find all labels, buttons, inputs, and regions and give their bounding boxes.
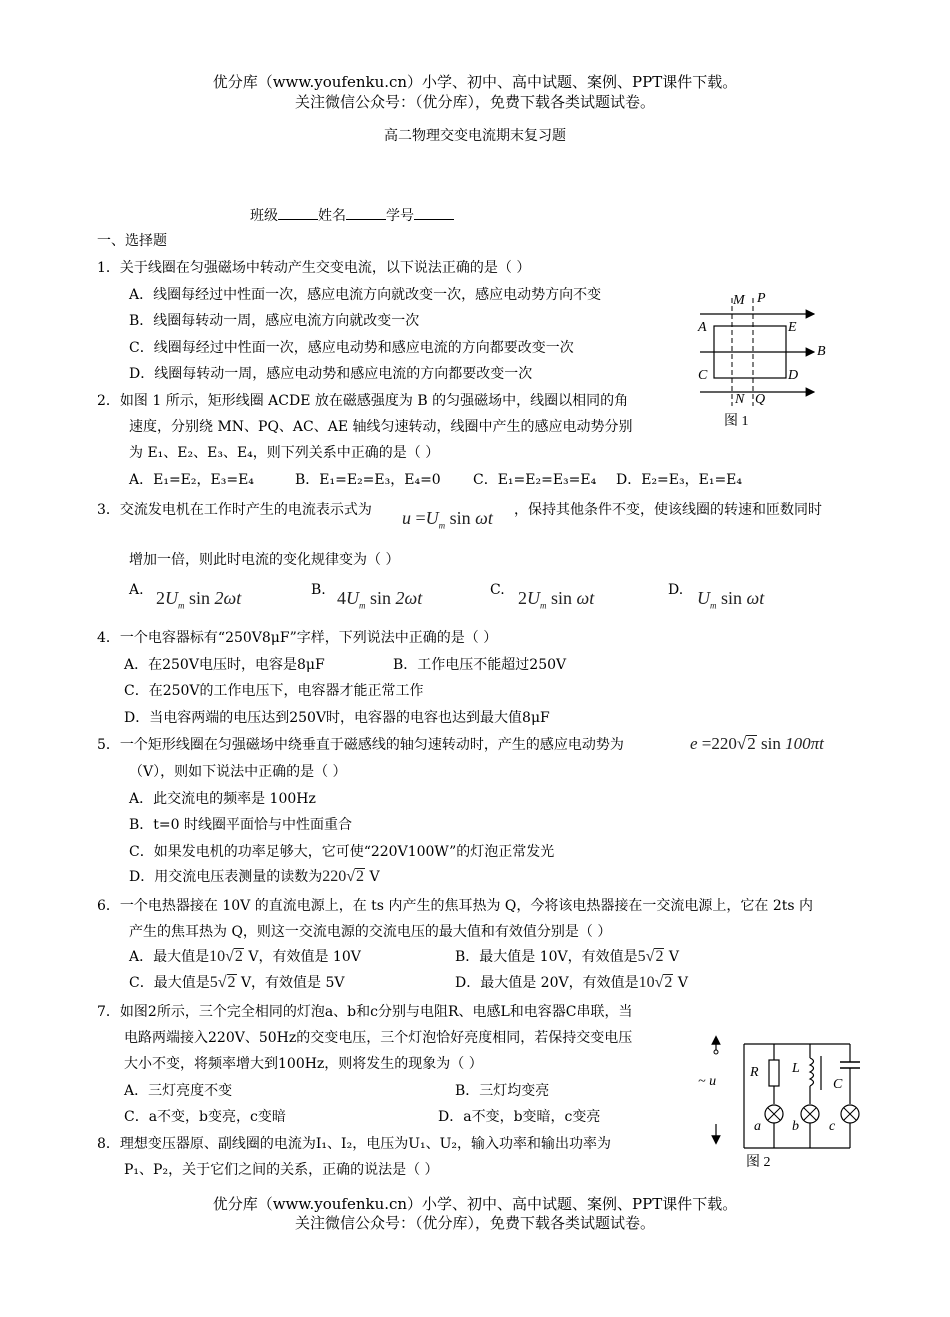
q5-option-a: A．此交流电的频率是 100Hz <box>129 791 316 807</box>
q2-option-d: D．E₂=E₃，E₁=E₄ <box>616 472 743 488</box>
q3-a-coef: 2 <box>156 588 165 608</box>
q3-label-c: C. <box>490 582 505 598</box>
label-r: R <box>750 1065 759 1080</box>
q6-d-post: V <box>673 975 688 991</box>
name-label: 姓名 <box>318 208 346 224</box>
figure-1 <box>690 288 840 438</box>
footer-line-1: 优分库（www.youfenku.cn）小学、初中、高中试题、案例、PPT课件下载。 <box>212 1195 738 1213</box>
class-label: 班级 <box>250 208 278 224</box>
q2-line-2: 速度，分别绕 MN、PQ、AC、AE 轴线匀速转动，线圈中产生的感应电动势分别 <box>129 419 633 435</box>
page-title: 高二物理交变电流期末复习题 <box>384 128 566 144</box>
q2-option-c: C．E₁=E₂=E₃=E₄ <box>473 472 597 488</box>
q6-d-value: 10√2 <box>638 974 673 991</box>
q5-option-c: C．如果发电机的功率足够大，它可使“220V100W”的灯泡正常发光 <box>129 844 555 860</box>
q7-option-a: A．三灯亮度不变 <box>124 1083 233 1099</box>
q6-d-pre: D．最大值是 20V，有效值是 <box>455 975 639 991</box>
q1-option-b: B．线圈每转动一周，感应电流方向就改变一次 <box>129 313 420 329</box>
q6-a-pre: A．最大值是 <box>129 949 210 965</box>
q3-a-sin: sin <box>189 588 211 608</box>
q7-line-1: 7．如图2所示，三个完全相同的灯泡a、b和c分别与电阻R、电感L和电容器C串联，当 <box>97 1004 633 1020</box>
q5-option-b: B．t=0 时线圈平面恰与中性面重合 <box>129 817 353 833</box>
q3-c-U: U <box>527 588 540 608</box>
q3-d-U: U <box>697 588 710 608</box>
q8-line-2: P₁、P₂，关于它们之间的关系，正确的说法是（ ） <box>124 1162 439 1178</box>
q3-post: ，保持其他条件不变，使该线圈的转速和匝数同时 <box>514 502 822 518</box>
q3-c-m: m <box>540 600 547 611</box>
q3-b-arg: 2ωt <box>395 588 423 608</box>
number-label: 学号 <box>386 208 414 224</box>
q3-b-sin: sin <box>370 588 392 608</box>
q5-formula-sin: sin <box>760 734 781 753</box>
q3-option-b-formula <box>337 588 422 611</box>
q2-line-1: 2．如图 1 所示，矩形线圈 ACDE 放在磁感强度为 B 的匀强磁场中，线圈以相同的角 <box>97 393 629 409</box>
label-c-cap: C <box>833 1077 843 1092</box>
q3-a-arg: 2ωt <box>214 588 242 608</box>
header-line-2: 关注微信公众号：（优分库），免费下载各类试题试卷。 <box>294 93 655 111</box>
label-b-lamp: b <box>792 1119 799 1134</box>
q5-formula-e: e <box>690 734 698 753</box>
q6-c-value: 5√2 <box>209 974 236 991</box>
q5-d-value: 220√2 <box>322 868 365 885</box>
q8-line-1: 8．理想变压器原、副线圈的电流为I₁、I₂，电压为U₁、U₂，输入功率和输出功率为 <box>97 1136 612 1152</box>
q4-option-d: D．当电容两端的电压达到250V时，电容器的电容也达到最大值8μF <box>124 710 550 726</box>
q5-line-1: 5．一个矩形线圈在匀强磁场中绕垂直于磁感线的轴匀速转动时，产生的感应电动势为 <box>97 737 624 753</box>
label-n: N <box>735 392 745 407</box>
q3-label-d: D. <box>668 582 684 598</box>
q4-option-a: A．在250V电压时，电容是8μF <box>124 657 325 673</box>
q6-option-c <box>129 973 345 993</box>
name-blank <box>346 205 386 220</box>
q6-a-value: 10√2 <box>209 948 243 965</box>
q2-line-3: 为 E₁、E₂、E₃、E₄，则下列关系中正确的是（ ） <box>129 445 440 461</box>
q3-c-sin: sin <box>551 588 573 608</box>
q3-option-d-formula <box>697 588 764 611</box>
figure-2-caption: 图 2 <box>746 1155 771 1170</box>
q6-b-rad: 2 <box>655 948 664 965</box>
label-l: L <box>792 1061 800 1076</box>
q3-formula-u: u <box>402 508 411 528</box>
q3-a-U: U <box>165 588 178 608</box>
q5-d-pre: D．用交流电压表测量的读数为 <box>129 869 323 885</box>
q6-a-rad: 2 <box>234 948 243 965</box>
q3-c-arg: ωt <box>576 588 595 608</box>
q6-option-d <box>455 973 688 993</box>
q5-d-unit: V <box>365 869 380 885</box>
q5-d-rad: 2 <box>356 868 365 885</box>
q7-option-b: B．三灯均变亮 <box>455 1083 550 1099</box>
student-info <box>250 205 454 226</box>
q5-formula-eq: = <box>701 734 712 753</box>
q7-line-2: 电路两端接入220V、50Hz的交变电压，三个灯泡恰好亮度相同，若保持交变电压 <box>124 1030 633 1046</box>
q6-option-a <box>129 947 361 967</box>
q3-b-coef: 4 <box>337 588 346 608</box>
label-b: B <box>817 344 826 359</box>
q3-b-U: U <box>346 588 359 608</box>
figure-2 <box>690 1030 870 1170</box>
q6-b-val: 5 <box>637 948 646 965</box>
label-m: M <box>733 293 745 308</box>
q3-option-a-formula <box>156 588 241 611</box>
q5-formula-coef: 220 <box>711 734 737 753</box>
label-p: P <box>757 291 766 306</box>
q3-label-b: B. <box>311 582 326 598</box>
q4-option-c: C．在250V的工作电压下，电容器才能正常工作 <box>124 683 424 699</box>
header-line-1: 优分库（www.youfenku.cn）小学、初中、高中试题、案例、PPT课件下载。 <box>212 73 738 91</box>
q6-option-b <box>455 947 679 967</box>
label-a: A <box>698 320 707 335</box>
q5-formula <box>690 734 824 754</box>
q1-stem: 1．关于线圈在匀强磁场中转动产生交变电流，以下说法正确的是（ ） <box>97 260 531 276</box>
q1-option-c: C．线圈每经过中性面一次，感应电动势和感应电流的方向都要改变一次 <box>129 340 574 356</box>
inductor-coil <box>810 1058 814 1086</box>
footer-line-2: 关注微信公众号：（优分库），免费下载各类试题试卷。 <box>294 1214 655 1232</box>
q6-c-post: V，有效值是 5V <box>236 975 345 991</box>
q6-line-1: 6．一个电热器接在 10V 的直流电源上，在 ts 内产生的焦耳热为 Q，今将该电热器接在一交流电源上，它在 2ts 内 <box>97 898 813 914</box>
source-label: ~ u <box>698 1074 717 1089</box>
q6-c-pre: C．最大值是 <box>129 975 210 991</box>
q5-formula-arg: 100πt <box>785 734 824 753</box>
q6-a-val: 10 <box>209 948 226 965</box>
q3-d-sin: sin <box>721 588 743 608</box>
q5-line-2: （V），则如下说法中正确的是（ ） <box>129 764 347 780</box>
q5-d-val: 220 <box>322 868 347 885</box>
label-c: C <box>698 368 708 383</box>
q6-c-val: 5 <box>209 974 218 991</box>
q3-b-m: m <box>359 600 366 611</box>
terminal-top <box>714 1050 718 1054</box>
q6-a-post: V，有效值是 10V <box>243 949 361 965</box>
q6-b-post: V <box>664 949 680 965</box>
q5-option-d <box>129 867 380 887</box>
label-q: Q <box>755 392 766 407</box>
q1-option-d: D．线圈每转动一周，感应电动势和感应电流的方向都要改变一次 <box>129 366 533 382</box>
figure-1-caption: 图 1 <box>724 414 749 429</box>
q3-pre: 3．交流发电机在工作时产生的电流表示式为 <box>97 502 372 518</box>
q2-option-a: A．E₁=E₂，E₃=E₄ <box>129 472 254 488</box>
q6-c-rad: 2 <box>227 974 236 991</box>
q3-d-m: m <box>710 600 717 611</box>
q1-option-a: A．线圈每经过中性面一次，感应电流方向就改变一次，感应电动势方向不变 <box>129 287 602 303</box>
q3-formula-m: m <box>438 520 446 531</box>
label-c-lamp: c <box>829 1119 836 1134</box>
q3-option-c-formula <box>518 588 594 611</box>
q5-formula-rad: 2 <box>747 734 756 753</box>
q7-line-3: 大小不变，将频率增大到100Hz，则将发生的现象为（ ） <box>124 1056 483 1072</box>
q6-d-val: 10 <box>638 974 655 991</box>
q7-option-d: D．a不变，b变暗，c变亮 <box>438 1109 601 1125</box>
q6-b-pre: B．最大值是 10V，有效值是 <box>455 949 638 965</box>
q3-label-a: A. <box>129 582 144 598</box>
number-blank <box>414 205 454 220</box>
q3-c-coef: 2 <box>518 588 527 608</box>
q3-line-2: 增加一倍，则此时电流的变化规律变为（ ） <box>129 552 400 568</box>
resistor <box>769 1060 779 1086</box>
q4-stem: 4．一个电容器标有“250V8μF”字样，下列说法中正确的是（ ） <box>97 630 498 646</box>
q7-option-c: C．a不变，b变亮，c变暗 <box>124 1109 286 1125</box>
q3-formula-U: U <box>425 508 439 528</box>
q3-line-1 <box>97 500 372 520</box>
q3-d-arg: ωt <box>746 588 765 608</box>
q3-formula-wt: ωt <box>475 508 493 528</box>
q6-b-value: 5√2 <box>637 948 664 965</box>
label-a-lamp: a <box>754 1119 761 1134</box>
q4-option-b: B．工作电压不能超过250V <box>393 657 567 673</box>
section-heading: 一、选择题 <box>97 233 167 249</box>
q5-formula-root: √ <box>736 734 747 753</box>
q3-formula-sin: sin <box>449 508 471 528</box>
q3-a-m: m <box>178 600 185 611</box>
q2-option-b: B．E₁=E₂=E₃，E₄=0 <box>295 472 441 488</box>
q6-d-rad: 2 <box>664 974 673 991</box>
q3-formula <box>402 508 493 531</box>
label-d: D <box>788 368 799 383</box>
label-e: E <box>788 320 797 335</box>
q6-line-2: 产生的焦耳热为 Q，则这一交流电源的交流电压的最大值和有效值分别是（ ） <box>129 924 612 940</box>
q3-formula-eq: = <box>415 508 426 528</box>
class-blank <box>278 205 318 220</box>
